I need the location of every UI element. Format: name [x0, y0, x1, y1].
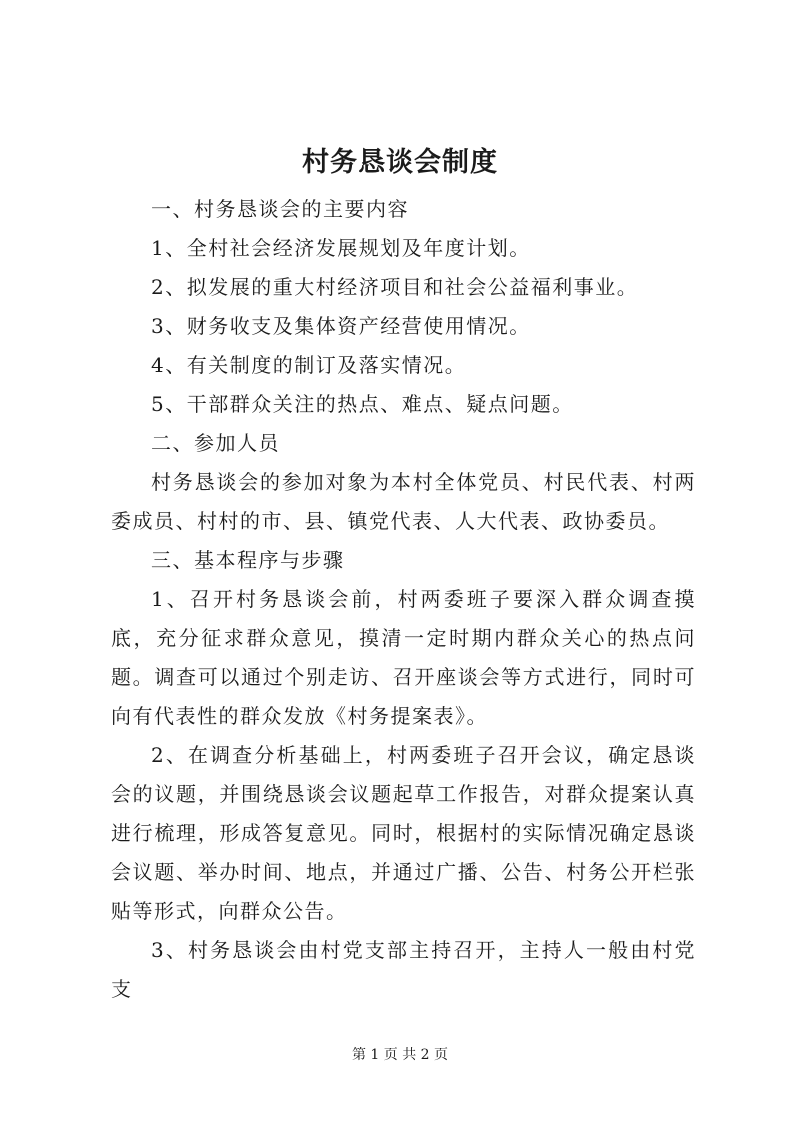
list-item: 1、全村社会经济发展规划及年度计划。: [151, 236, 531, 260]
page-number: 第 1 页: [351, 1047, 398, 1063]
list-item: 3、财务收支及集体资产经营使用情况。: [151, 314, 531, 338]
body-paragraph: 1、召开村务恳谈会前，村两委班子要深入群众调查摸底，充分征求群众意见，摸清一定时期内群众关心的热点问题。调查可以通过个别走访、召开座谈会等方式进行，同时可向有代表性的群众发放《村务提案表》。: [111, 587, 696, 728]
document-title: 村务恳谈会制度: [302, 147, 498, 178]
body-paragraph: 村务恳谈会的参加对象为本村全体党员、村民代表、村两委成员、村村的市、县、镇党代表、人大代表、政协委员。: [111, 470, 696, 533]
page-total: 共 2 页: [402, 1047, 449, 1063]
list-item: 5、干部群众关注的热点、难点、疑点问题。: [151, 392, 574, 416]
page-footer: [0, 1045, 800, 1065]
document-body: [111, 190, 696, 1009]
list-item: 2、拟发展的重大村经济项目和社会公益福利事业。: [151, 275, 639, 299]
section-heading-1: 一、村务恳谈会的主要内容: [151, 197, 409, 221]
list-item: 4、有关制度的制订及落实情况。: [151, 353, 467, 377]
body-paragraph: 3、村务恳谈会由村党支部主持召开，主持人一般由村党支: [111, 938, 696, 1001]
section-heading-3: 三、基本程序与步骤: [151, 548, 345, 572]
body-paragraph: 2、在调查分析基础上，村两委班子召开会议，确定恳谈会的议题，并围绕恳谈会议题起草工作报告，对群众提案认真进行梳理，形成答复意见。同时，根据村的实际情况确定恳谈会议题、举办时间、地点，并通过广播、公告、村务公开栏张贴等形式，向群众公告。: [111, 743, 696, 923]
section-heading-2: 二、参加人员: [151, 431, 280, 455]
